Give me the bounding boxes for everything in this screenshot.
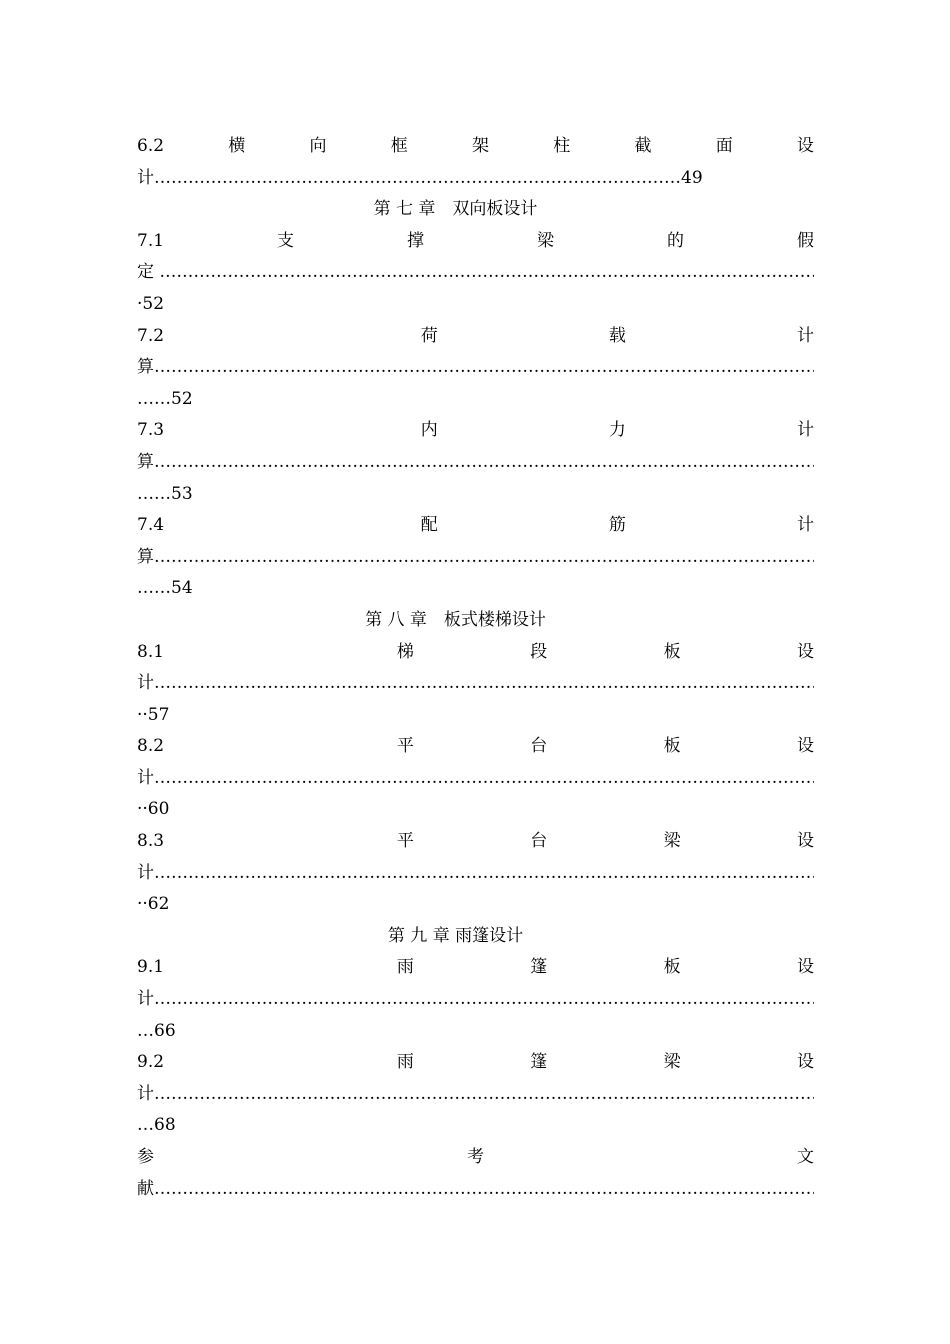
chapter-heading: 第 八 章 板式楼梯设计 <box>365 609 546 630</box>
toc-entry-tail-char: 计 <box>137 1083 154 1104</box>
toc-entry-word: 板 <box>663 641 681 662</box>
toc-entry-word: 截 <box>634 136 652 156</box>
page-number: ·52 <box>137 293 165 314</box>
dot-leader <box>154 763 814 795</box>
toc-entry-word: 设 <box>797 831 814 852</box>
toc-leader-line <box>137 668 814 700</box>
toc-entry-word: 9.2 <box>137 1052 165 1073</box>
toc-entry-word: 支 <box>277 230 295 251</box>
toc-entry-word: 荷 <box>420 325 438 346</box>
page-number: ··60 <box>137 799 170 820</box>
dot-leader <box>154 858 814 890</box>
toc-entry-line <box>137 952 814 984</box>
toc-entry-line <box>137 1142 814 1174</box>
toc-entry-word: 9.1 <box>137 957 165 978</box>
toc-entry-word: 设 <box>797 957 814 978</box>
toc-entry-word: 7.4 <box>137 515 165 536</box>
toc-entry-tail-char: 算 <box>137 546 154 567</box>
toc-entry-word: 平 <box>396 831 414 852</box>
page-number: ……52 <box>137 388 193 409</box>
toc-leader-line <box>137 984 814 1016</box>
toc-entry-word: 雨 <box>396 1052 414 1073</box>
chapter-heading: 第 七 章 双向板设计 <box>373 199 538 220</box>
toc-entry-word: 8.1 <box>137 641 165 662</box>
chapter-heading: 第 九 章 雨篷设计 <box>387 925 524 946</box>
dot-leader <box>154 352 814 384</box>
toc-entry-word: 计 <box>796 420 814 441</box>
toc-entry-word: 篷 <box>530 957 548 978</box>
table-of-contents <box>137 131 814 1205</box>
toc-entry-word: 设 <box>796 136 814 156</box>
toc-entry-word: 内 <box>420 420 438 441</box>
toc-leader-line <box>137 763 814 795</box>
toc-entry-line <box>137 131 814 163</box>
toc-entry-word: 平 <box>396 736 414 757</box>
dot-leader <box>154 668 814 700</box>
toc-entry-tail-char: 定 <box>137 262 160 283</box>
toc-entry-line <box>137 637 814 669</box>
toc-entry-word: 向 <box>309 136 327 156</box>
toc-entry-word: 8.3 <box>137 831 165 852</box>
toc-entry-word: 板 <box>663 736 681 757</box>
page-number: ··62 <box>137 894 170 915</box>
toc-entry-word: 梯 <box>396 641 414 662</box>
toc-entry-word: 段 <box>530 641 548 662</box>
toc-entry-word: 设 <box>797 1052 814 1073</box>
toc-entry-word: 设 <box>797 736 814 757</box>
page-number: ··57 <box>137 704 170 725</box>
toc-leader-line <box>137 447 814 479</box>
toc-entry-word: 考 <box>467 1147 484 1167</box>
toc-entry-word: 6.2 <box>137 136 165 156</box>
toc-entry-word: 的 <box>666 230 684 251</box>
toc-entry-word: 雨 <box>396 957 414 978</box>
toc-entry-line <box>137 510 814 542</box>
toc-entry-word: 梁 <box>663 1052 681 1073</box>
toc-entry-line <box>137 731 814 763</box>
toc-entry-tail-char: 计 <box>137 767 154 788</box>
toc-entry-word: 载 <box>608 325 626 346</box>
toc-entry-word: 篷 <box>530 1052 548 1073</box>
toc-leader-line <box>137 1174 814 1206</box>
toc-entry-word: 力 <box>608 420 626 441</box>
toc-entry-word: 撑 <box>407 230 425 251</box>
toc-entry-tail-char: 算 <box>137 451 154 472</box>
page-number: ……53 <box>137 483 193 504</box>
toc-entry-word: 参 <box>137 1147 154 1167</box>
toc-entry-word: 面 <box>715 136 733 156</box>
toc-entry-word: 计 <box>796 325 814 346</box>
toc-entry-word: 筋 <box>608 515 626 536</box>
toc-entry-word: 台 <box>530 736 548 757</box>
dot-leader <box>159 257 814 289</box>
toc-entry-word: 台 <box>530 831 548 852</box>
toc-entry-word: 文 <box>797 1147 814 1167</box>
dot-leader <box>154 447 814 479</box>
dot-leader <box>154 1174 814 1206</box>
toc-leader-line: 计…………………………………………………………………………………49 <box>137 167 703 188</box>
toc-entry-tail-char: 献 <box>137 1178 154 1199</box>
toc-entry-word: 架 <box>471 136 489 156</box>
toc-entry-word: 计 <box>796 515 814 536</box>
toc-entry-line <box>137 321 814 353</box>
toc-entry-word: 梁 <box>537 230 554 251</box>
toc-entry-word: 板 <box>663 957 681 978</box>
toc-entry-line <box>137 1047 814 1079</box>
toc-entry-tail-char: 算 <box>137 357 154 378</box>
toc-leader-line <box>137 858 814 890</box>
toc-leader-line <box>137 257 814 289</box>
page-number: ……54 <box>137 578 193 599</box>
toc-entry-word: 横 <box>228 136 246 156</box>
dot-leader <box>154 1079 814 1111</box>
toc-entry-word: 假 <box>796 230 814 251</box>
toc-entry-tail-char: 计 <box>137 862 154 883</box>
toc-entry-word: 柱 <box>553 136 571 156</box>
toc-leader-line <box>137 542 814 574</box>
page-number: …66 <box>137 1020 176 1041</box>
toc-entry-line <box>137 226 814 258</box>
dot-leader <box>154 984 814 1016</box>
toc-entry-word: 框 <box>390 136 408 156</box>
toc-leader-line <box>137 352 814 384</box>
toc-entry-word: 7.3 <box>137 420 165 441</box>
toc-entry-line <box>137 826 814 858</box>
dot-leader <box>154 542 814 574</box>
toc-entry-tail-char: 计 <box>137 673 154 694</box>
toc-entry-tail-char: 计 <box>137 989 154 1010</box>
toc-entry-word: 8.2 <box>137 736 165 757</box>
toc-entry-line <box>137 415 814 447</box>
toc-entry-word: 7.1 <box>137 230 165 251</box>
toc-entry-word: 7.2 <box>137 325 165 346</box>
toc-entry-word: 配 <box>420 515 438 536</box>
page-number: …68 <box>137 1115 176 1136</box>
toc-leader-line <box>137 1079 814 1111</box>
toc-entry-word: 设 <box>797 641 814 662</box>
toc-entry-word: 梁 <box>663 831 681 852</box>
